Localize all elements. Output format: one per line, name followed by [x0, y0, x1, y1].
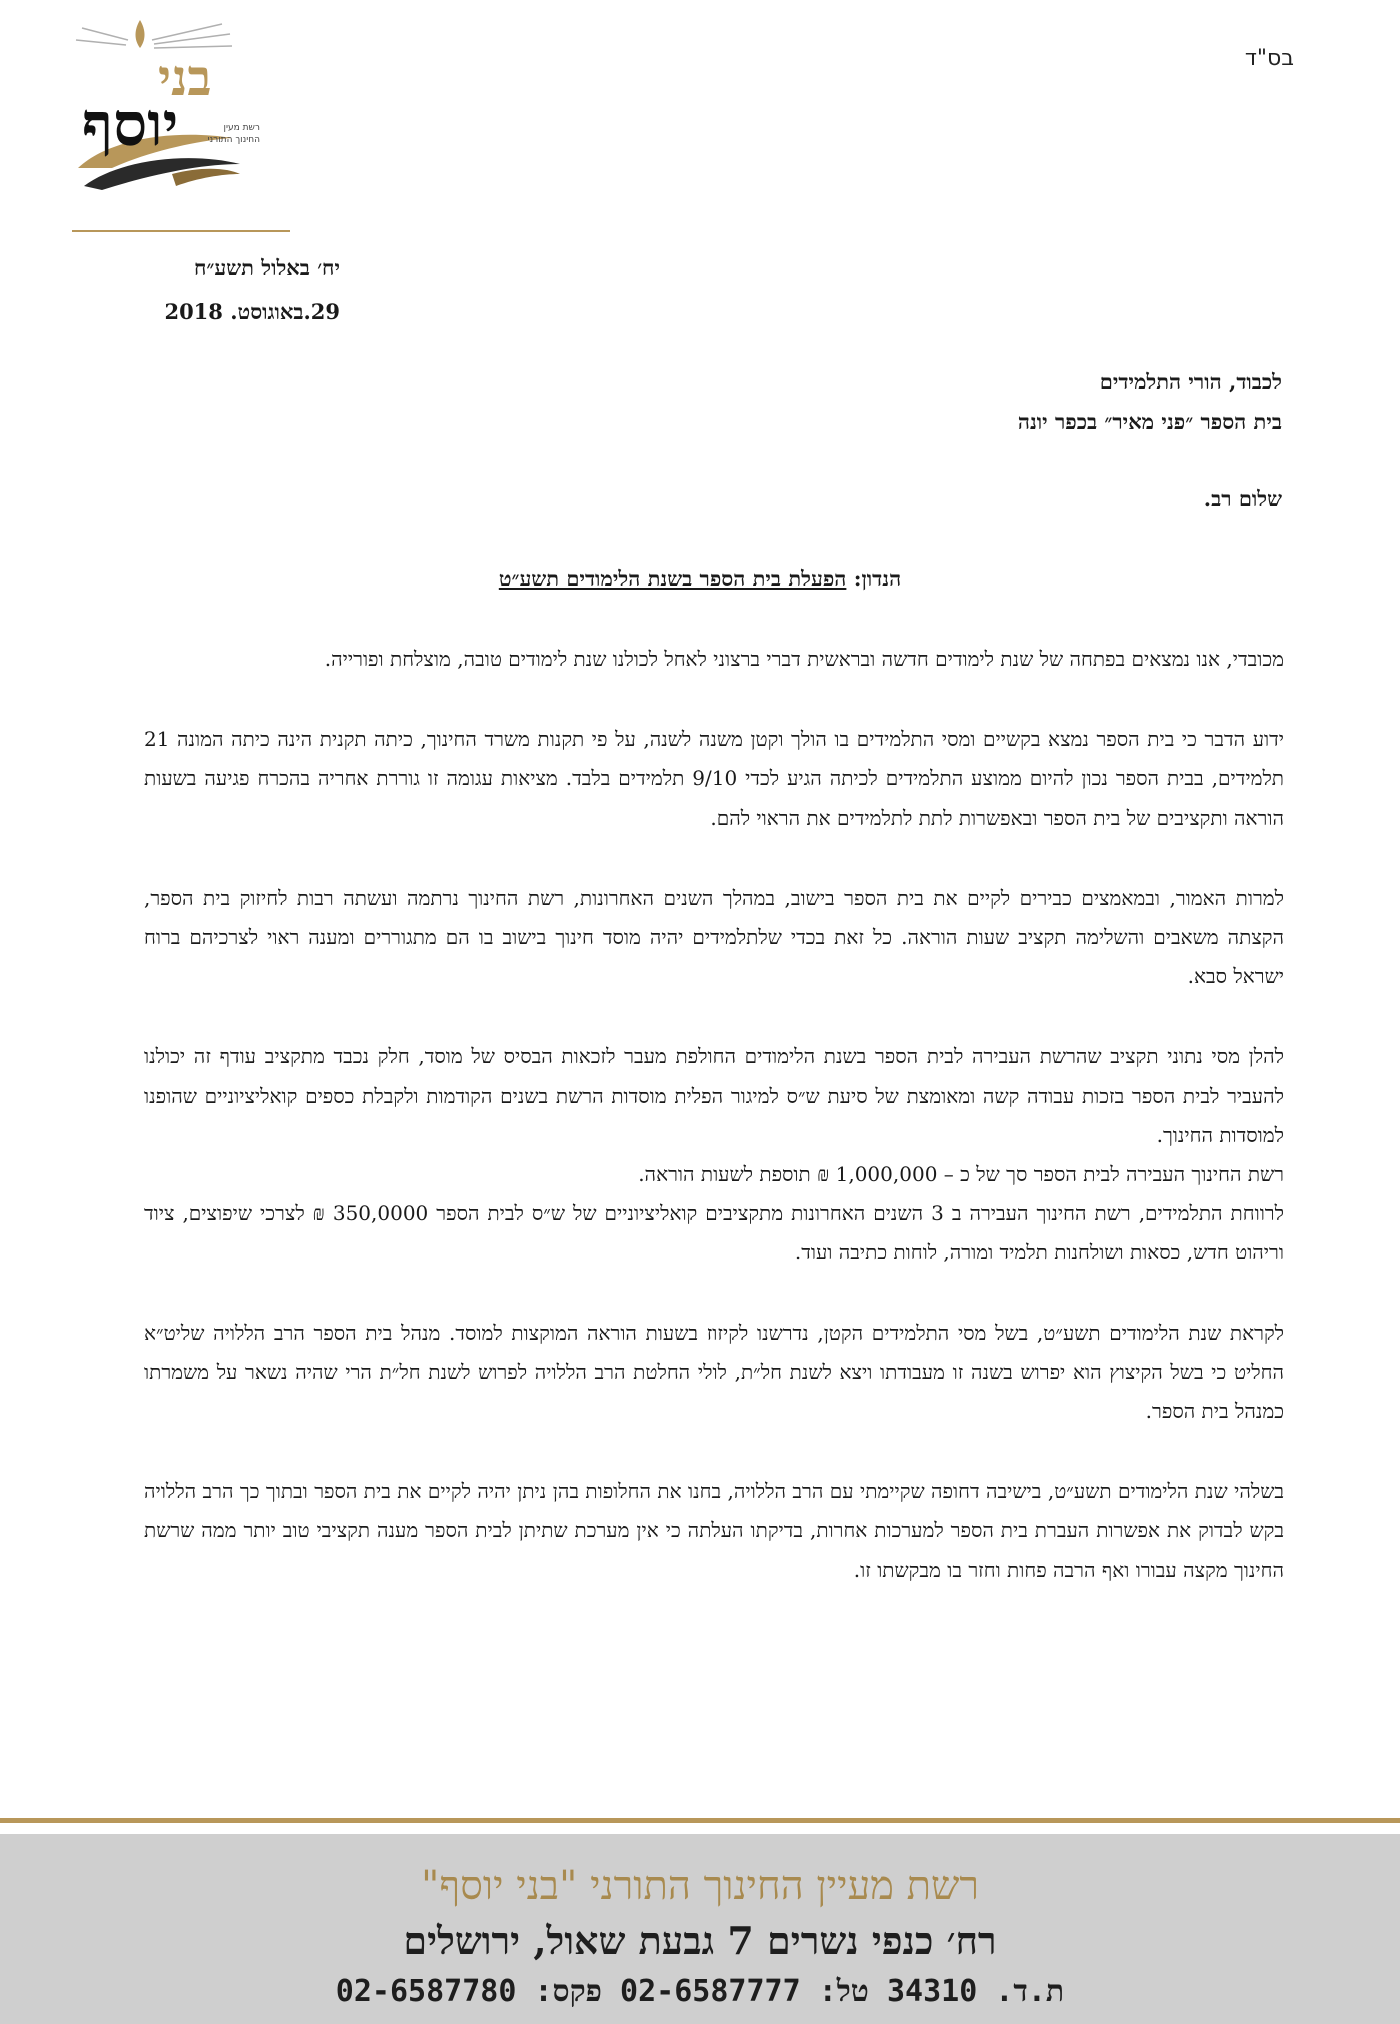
footer-address: רח׳ כנפי נשרים 7 גבעת שאול, ירושלים: [403, 1918, 997, 1963]
date-gregorian: 29.באוגוסט. 2018: [164, 299, 340, 324]
bsd-mark: בס"ד: [1244, 46, 1294, 71]
subject-line: [0, 566, 1400, 592]
logo-name-line1: בני: [158, 48, 212, 107]
footer-divider: [0, 1818, 1400, 1823]
date-hebrew: יח׳ באלול תשע״ח: [194, 255, 340, 280]
recipient-line2: בית הספר ״פני מאיר״ בכפר יונה: [1017, 409, 1282, 434]
paragraph-budget-renovation: לרווחת התלמידים, רשת החינוך העבירה ב 3 השנים האחרונות מתקציבים קואליציוניים של ש״ס לבית הספר 350,0000 ₪ לצרכי שיפוצים, ציוד וריהוט חדש, כסאות ושולחנות תלמיד ומורה, לוחות כתיבה ועוד.: [144, 1201, 1284, 1265]
bnei-yosef-logo: [72, 18, 297, 223]
paragraph-meeting: בשלהי שנת הלימודים תשע״ט, בישיבה דחופה שקיימתי עם הרב הללויה, בחנו את החלופות בהן ניתן יהיה לקיים את בית הספר ובתוך כך הרב הללויה בקש לבדוק את אפשרות העברת בית הספר למערכות אחרות, בדיקתו העלתה כי אין מערכת שתיתן לבית הספר מענה תקציבי טוב יותר ממה שרשת החינוך מקצה עבורו ואף הרבה פחות וחזר בו מבקשתו זו.: [144, 1479, 1284, 1582]
paragraph-principal: לקראת שנת הלימודים תשע״ט, בשל מסי התלמידים הקטן, נדרשנו לקיזוז בשעות הוראה המוקצות למוסד. מנהל בית הספר הרב הללויה שליט״א החליט כי בשל הקיצוץ הוא יפרוש בשנה זו מעבודתו ויצא לשנת חל״ת, לולי החלטת הרב הללויה לפרוש לשנת חל״ת הרי שהיה נשאר על משמרתו כמנהל בית הספר.: [144, 1320, 1284, 1424]
letterhead-footer: [0, 1834, 1400, 2024]
footer-org-name: רשת מעיין החינוך התורני "בני יוסף": [420, 1863, 980, 1909]
paragraph-budget-hours: רשת החינוך העבירה לבית הספר סך של כ – 1,000,000 ₪ תוספת לשעות הוראה.: [638, 1162, 1284, 1187]
logo-name-line2: יוסף: [82, 90, 179, 160]
footer-contact: ת.ד. 34310 טל: 02-6587777 פקס: 02-6587780: [335, 1974, 1065, 2009]
logo-subtitle-line2: החינוך התורני: [207, 135, 260, 145]
recipient-line1: לכבוד, הורי התלמידים: [1099, 369, 1282, 394]
paragraph-enrollment: ידוע הדבר כי בית הספר נמצא בקשיים ומסי התלמידים בו הולך וקטן משנה לשנה, על פי תקנות משרד החינוך, כיתה תקנית הינה כיתה המונה 21 תלמידים, בבית הספר נכון להיום ממוצע התלמידים לכיתה הגיע לכדי 9/10 תלמידים בלבד. מציאות עגומה זו גוררת אחריה בהכרח פגיעה בשעות הוראה ותקציבים של בית הספר ובאפשרות לתת לתלמידים את הראוי להם.: [144, 727, 1285, 830]
paragraph-opening: מכובדי, אנו נמצאים בפתחה של שנת לימודים חדשה ובראשית דברי ברצוני לאחל לכולנו שנת לימודים טובה, מוצלחת ופורייה.: [324, 647, 1284, 671]
paragraph-budget: להלן מסי נתוני תקציב שהרשת העבירה לבית הספר בשנת הלימודים החולפת מעבר לזכאות הבסיס של מוסד, חלק נכבד מתקציב עודף זה יכולנו להעביר לבית הספר בזכות עבודה קשה ומאומצת של סיעת ש״ס למיגור הפלית מוסדות הרשת בשנים הקודמות ולקבלת כספים קואליציוניים שהופנו למוסדות החינוך.: [144, 1044, 1284, 1147]
logo-subtitle-line1: רשת מעין: [223, 123, 260, 133]
subject-title: הפעלת בית הספר בשנת הלימודים תשע״ט: [498, 566, 847, 591]
greeting: שלום רב.: [1203, 486, 1282, 511]
subject-prefix: הנדון:: [853, 566, 902, 591]
letter-body: [144, 640, 1284, 1631]
paragraph-network-support: למרות האמור, ובמאמצים כבירים לקיים את בית הספר בישוב, במהלך השנים האחרונות, רשת החינוך נרתמה ועשתה רבות לחיזוק בית הספר, הקצתה משאבים והשלימה תקציב שעות הוראה. כל זאת בכדי שלתלמידים יהיה מוסד חינוך בישוב בו הם מתגוררים ומענה ראוי לצרכיהם ברוח ישראל סבא.: [144, 885, 1284, 989]
letter-date: [100, 246, 340, 334]
recipient-block: [582, 362, 1282, 442]
logo-divider: [72, 230, 290, 232]
logo-subtitle: [174, 122, 260, 146]
